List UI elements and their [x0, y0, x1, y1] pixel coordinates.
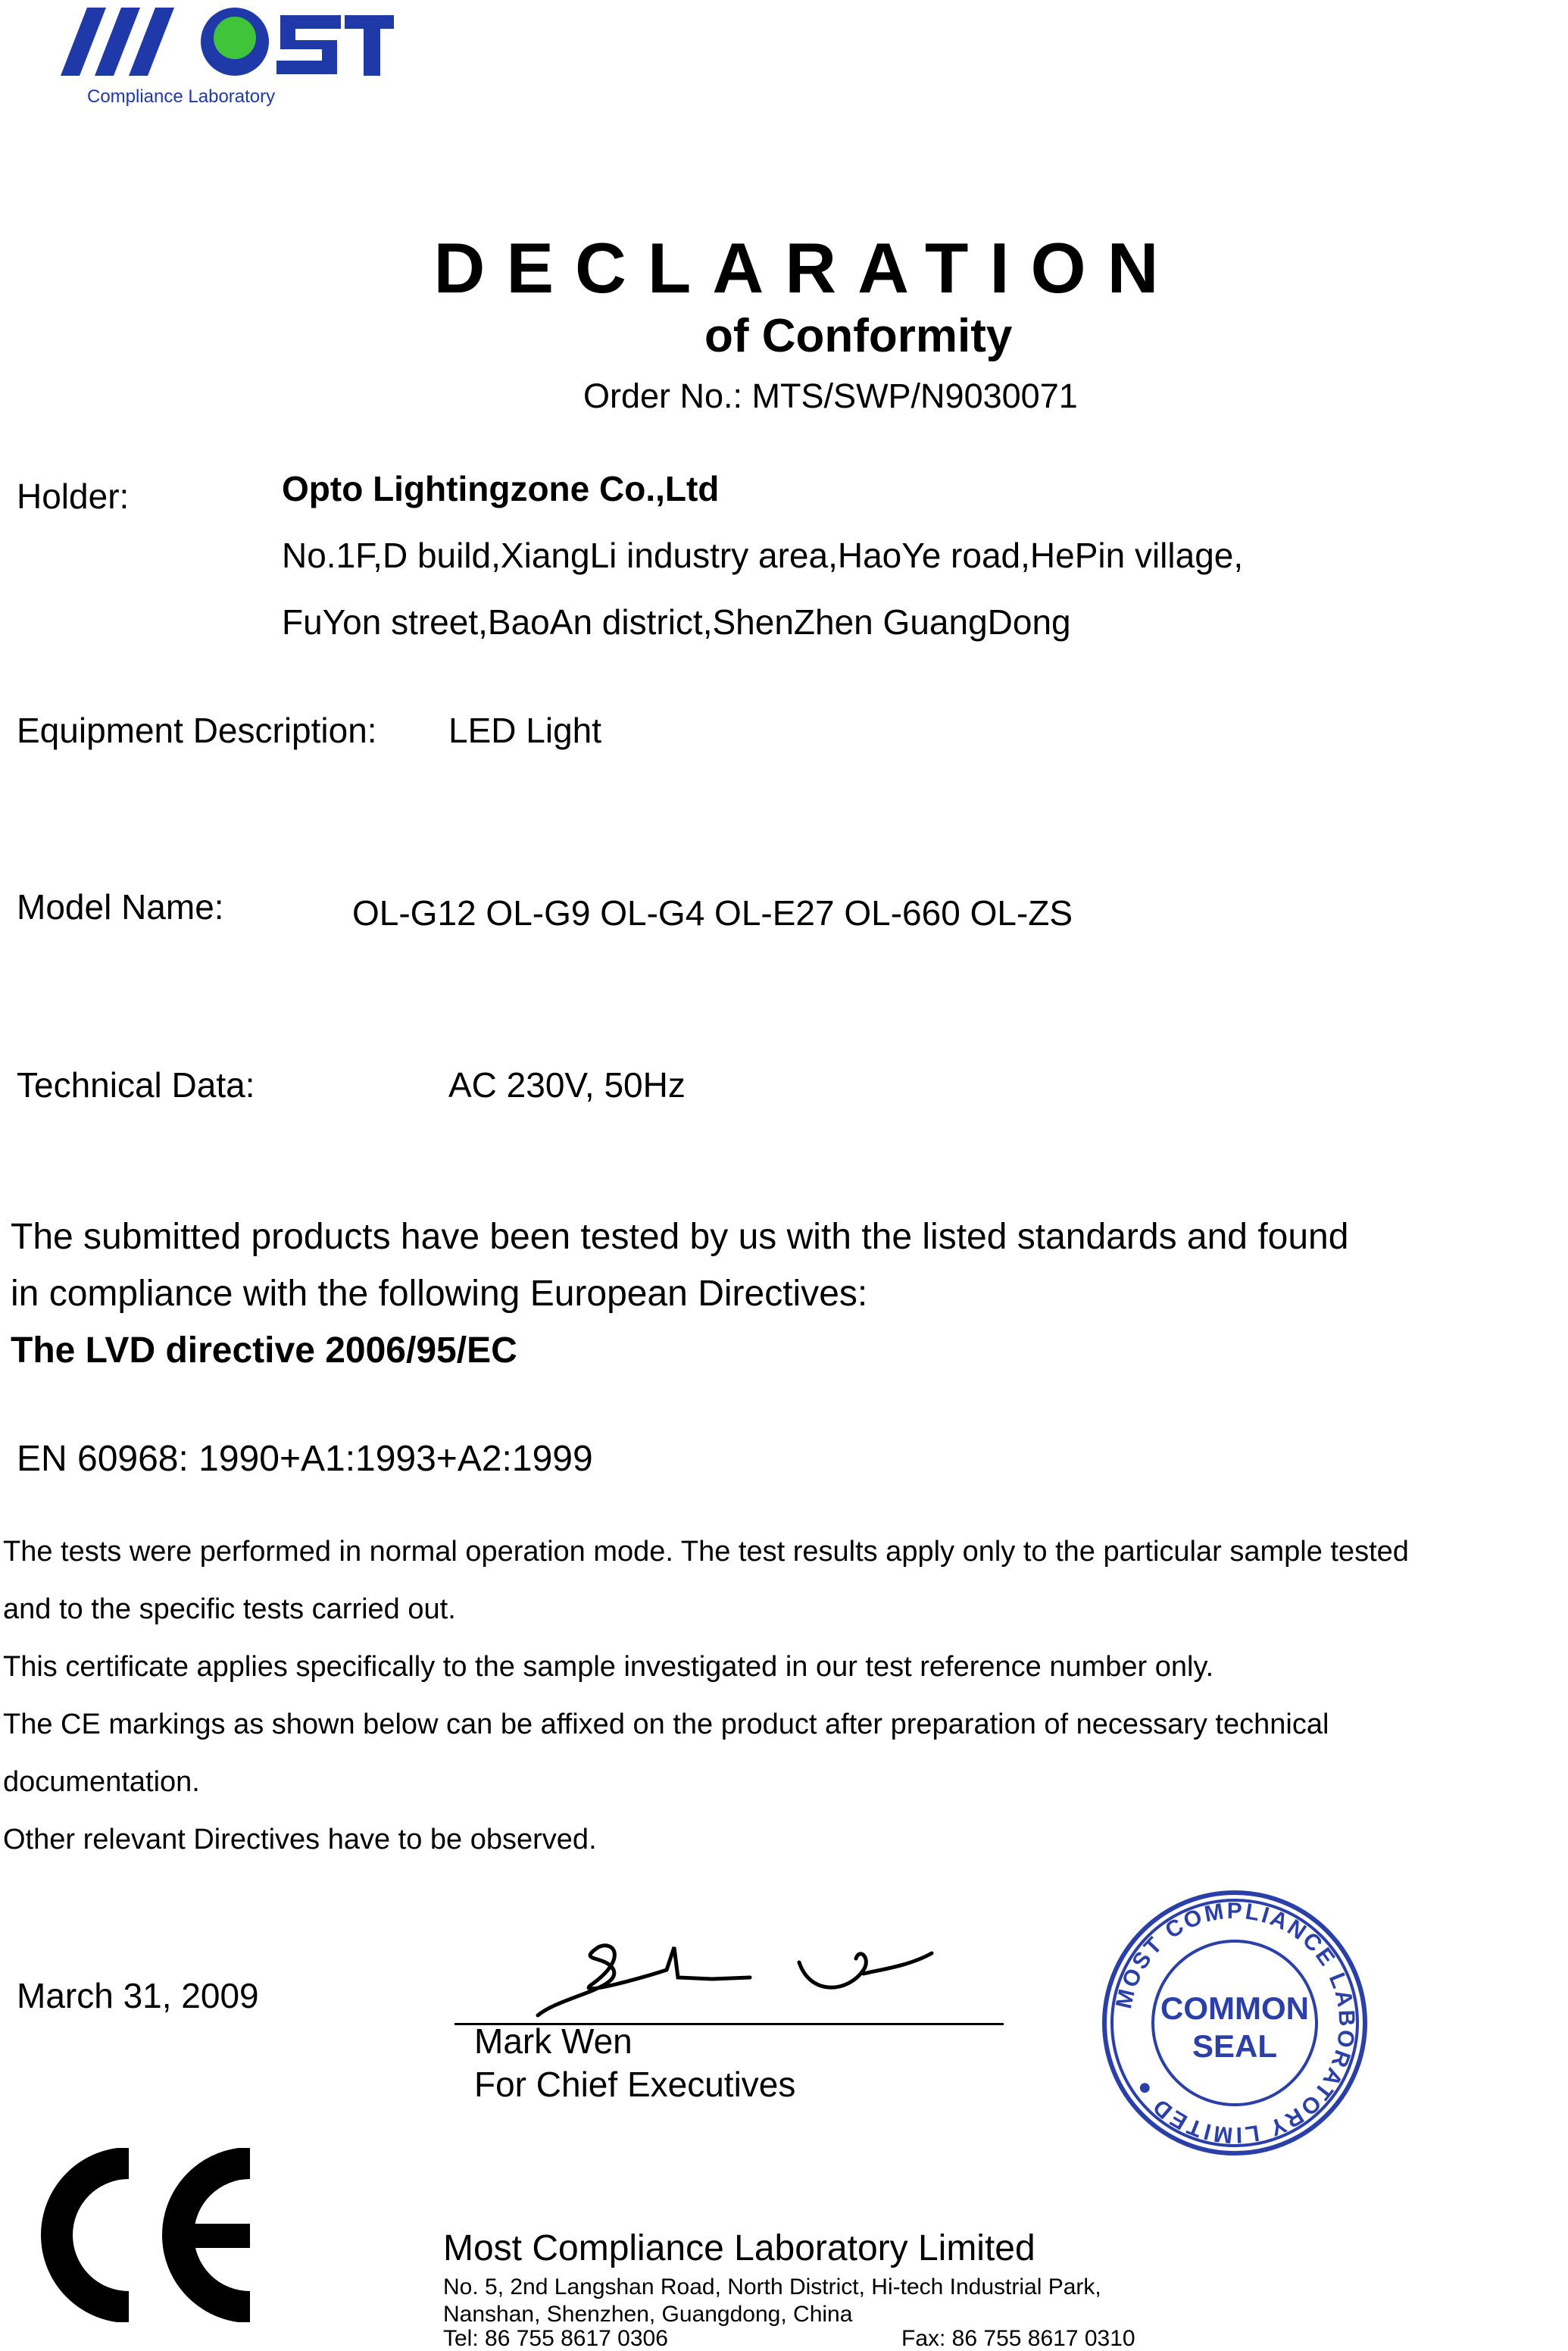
statement-line2: in compliance with the following European Directives:: [11, 1274, 868, 1314]
seal-line2: SEAL: [1192, 2028, 1278, 2064]
holder-address-line1: No.1F,D build,XiangLi industry area,HaoYe road,HePin village,: [282, 536, 1244, 575]
handwritten-signature: [530, 1924, 985, 2023]
model-value: OL-G12 OL-G9 OL-G4 OL-E27 OL-660 OL-ZS: [352, 893, 1073, 933]
directive: The LVD directive 2006/95/EC: [11, 1330, 517, 1371]
note-line: Other relevant Directives have to be observed.: [3, 1824, 597, 1855]
note-line: and to the specific tests carried out.: [3, 1593, 456, 1625]
statement-line1: The submitted products have been tested by us with the listed standards and found: [11, 1217, 1349, 1257]
footer-address1: No. 5, 2nd Langshan Road, North District, Hi-tech Industrial Park,: [443, 2274, 1101, 2299]
signature-date: March 31, 2009: [17, 1976, 259, 2015]
order-number: Order No.: MTS/SWP/N9030071: [583, 377, 1078, 415]
standard: EN 60968: 1990+A1:1993+A2:1999: [17, 1439, 593, 1479]
note-line: documentation.: [3, 1766, 200, 1798]
holder-address-line2: FuYon street,BaoAn district,ShenZhen GuangDong: [282, 602, 1071, 642]
note-line: The tests were performed in normal operation mode. The test results apply only to the particular sample tested: [3, 1536, 1409, 1568]
svg-text:MOST COMPLIANCE LABORATORY LIM: MOST COMPLIANCE LABORATORY LIMITED ●: [1111, 1898, 1360, 2148]
common-seal-stamp: [1098, 1887, 1371, 2159]
ce-mark-icon: [15, 2148, 265, 2322]
equipment-value: LED Light: [448, 711, 602, 750]
footer-fax: Fax: 86 755 8617 0310: [901, 2326, 1135, 2351]
footer-company: Most Compliance Laboratory Limited: [443, 2228, 1035, 2268]
equipment-label: Equipment Description:: [17, 711, 377, 750]
technical-label: Technical Data:: [17, 1065, 255, 1105]
signer-role: For Chief Executives: [474, 2065, 796, 2104]
signer-name: Mark Wen: [474, 2021, 633, 2061]
footer-address2: Nanshan, Shenzhen, Guangdong, China: [443, 2302, 853, 2327]
note-line: This certificate applies specifically to the sample investigated in our test reference number only.: [3, 1651, 1214, 1683]
technical-value: AC 230V, 50Hz: [448, 1065, 686, 1105]
most-logo: [53, 0, 394, 114]
note-line: The CE markings as shown below can be affixed on the product after preparation of necessary technical: [3, 1709, 1329, 1740]
model-label: Model Name:: [17, 887, 224, 927]
document-subtitle: of Conformity: [704, 310, 1013, 362]
seal-line1: COMMON: [1160, 1990, 1309, 2026]
document-title: DECLARATION: [433, 228, 1180, 308]
holder-label: Holder:: [17, 477, 130, 516]
logo-caption: Compliance Laboratory: [87, 86, 276, 107]
holder-name: Opto Lightingzone Co.,Ltd: [282, 469, 720, 508]
footer-tel: Tel: 86 755 8617 0306: [443, 2326, 668, 2351]
